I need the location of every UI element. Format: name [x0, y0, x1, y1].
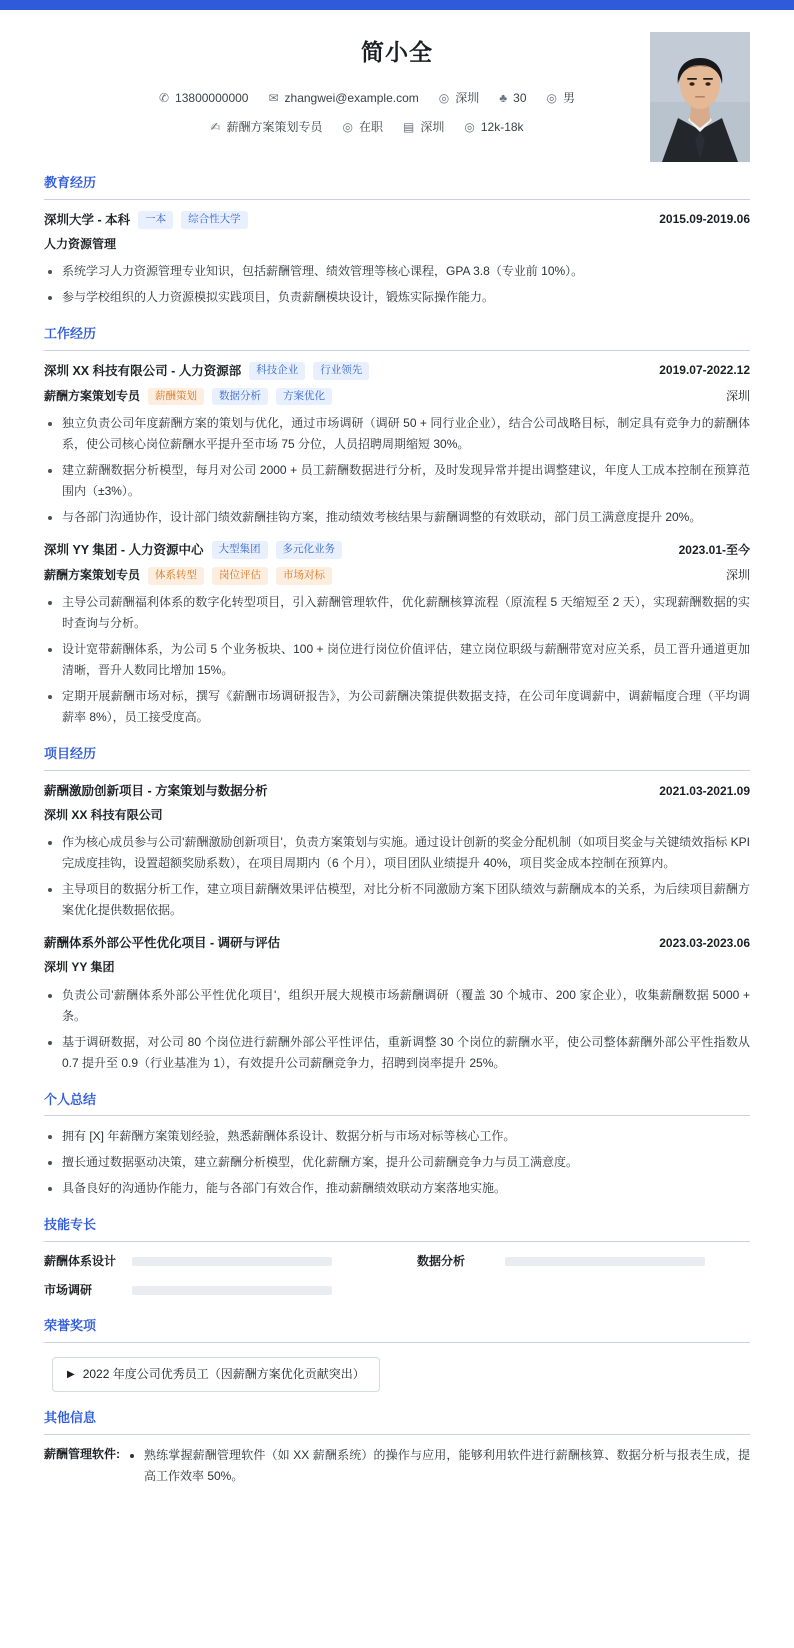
contact-status-text: 在职 — [359, 119, 384, 134]
job-icon: ✍ — [210, 119, 221, 134]
section-title-other: 其他信息 — [44, 1408, 750, 1435]
location-icon: ◎ — [438, 90, 450, 105]
other-bullets — [126, 1445, 750, 1487]
education-entry-left — [44, 210, 248, 230]
work-role-tag: 数据分析 — [212, 388, 268, 406]
project-bullets — [44, 985, 750, 1074]
list-item: • 主导公司薪酬福利体系的数字化转型项目，引入薪酬管理软件，优化薪酬核算流程（原流程 5 天缩短至 2 天），实现薪酬数据的实时查询与分析。 — [62, 592, 750, 634]
list-item: • 作为核心成员参与公司'薪酬激励创新项目'，负责方案策划与实施。通过设计创新的奖金分配机制（如项目奖金与关键绩效指标 KPI 完成度挂钩，设置超额奖励系数），在项目周期内（6 个月），项目团队业绩提升 40%，项目奖金成本控制在预算内。 — [62, 832, 750, 874]
project-entry-head — [44, 781, 750, 801]
honor-item — [52, 1357, 380, 1392]
contact-phone — [159, 89, 248, 108]
work-role-tag: 体系转型 — [148, 567, 204, 585]
work-entry-left — [44, 361, 369, 381]
project-entry-head — [44, 933, 750, 953]
avatar — [650, 32, 750, 162]
work-role-left — [44, 387, 332, 406]
skills-grid — [44, 1252, 750, 1300]
summary-bullets — [44, 1126, 750, 1199]
work-role: 薪酬方案策划专员 — [44, 388, 141, 403]
skill-label: 市场调研 — [44, 1283, 93, 1298]
project-bullets — [44, 832, 750, 921]
project-org: 深圳 XX 科技有限公司 — [44, 808, 163, 823]
work-role-left — [44, 566, 332, 585]
project-entry — [44, 781, 750, 921]
section-title-summary: 个人总结 — [44, 1090, 750, 1117]
section-honors — [0, 1316, 794, 1392]
work-role-line — [44, 387, 750, 406]
work-bullets — [44, 592, 750, 728]
skill-label: 薪酬体系设计 — [44, 1254, 117, 1269]
honor-text: 2022 年度公司优秀员工（因薪酬方案优化贡献突出） — [82, 1367, 365, 1382]
education-date: 2015.09-2019.06 — [659, 212, 750, 227]
section-projects — [0, 744, 794, 1073]
education-major: 人力资源管理 — [44, 236, 117, 251]
top-accent-bar — [0, 0, 794, 10]
contact-job-title — [210, 118, 322, 137]
work-location: 深圳 — [725, 388, 750, 403]
contact-city-text: 深圳 — [420, 119, 445, 134]
skill-progress-track — [132, 1286, 332, 1295]
education-bullets — [44, 261, 750, 308]
section-title-education: 教育经历 — [44, 173, 750, 200]
project-date: 2023.03-2023.06 — [659, 935, 750, 950]
project-name: 薪酬激励创新项目 - 方案策划与数据分析 — [44, 784, 268, 799]
work-bullets — [44, 413, 750, 528]
contact-gender-text: 男 — [563, 90, 576, 105]
contact-age — [499, 89, 526, 108]
work-company: 深圳 XX 科技有限公司 - 人力资源部 — [44, 363, 242, 378]
gender-icon: ◎ — [546, 90, 557, 105]
work-date: 2019.07-2022.12 — [659, 363, 750, 378]
list-item: • 擅长通过数据驱动决策，建立薪酬分析模型，优化薪酬方案，提升公司薪酬竞争力与员工满意度。 — [62, 1152, 750, 1173]
work-company-tag: 大型集团 — [212, 541, 268, 559]
contact-email-text: zhangwei@example.com — [284, 90, 419, 105]
work-role-tag: 岗位评估 — [212, 567, 268, 585]
list-item: • 熟练掌握薪酬管理软件（如 XX 薪酬系统）的操作与应用，能够利用软件进行薪酬核算、数据分析与报表生成，提高工作效率 50%。 — [144, 1445, 750, 1487]
contact-salary-text: 12k-18k — [480, 119, 524, 134]
other-body — [126, 1445, 750, 1487]
triangle-right-icon: ▶ — [67, 1368, 75, 1380]
section-education — [0, 173, 794, 308]
work-company-tag: 行业领先 — [313, 362, 369, 380]
education-school: 深圳大学 - 本科 — [44, 212, 131, 227]
work-entry — [44, 540, 750, 728]
city-icon: ▤ — [403, 119, 415, 134]
work-location: 深圳 — [725, 568, 750, 583]
contact-age-text: 30 — [513, 90, 527, 105]
section-skills — [0, 1215, 794, 1300]
list-item: • 建立薪酬数据分析模型，每月对公司 2000 + 员工薪酬数据进行分析，及时发现异常并提出调整建议，年度人工成本控制在预算范围内（±3%）。 — [62, 460, 750, 502]
contact-city — [403, 118, 444, 137]
list-item: • 主导项目的数据分析工作，建立项目薪酬效果评估模型，对比分析不同激励方案下团队绩效与薪酬成本的关系，为后续项目薪酬方案优化提供数据依据。 — [62, 879, 750, 921]
work-company-tag: 科技企业 — [249, 362, 305, 380]
skill-item — [417, 1252, 750, 1271]
status-icon: ◎ — [342, 119, 353, 134]
mail-icon: ✉ — [268, 90, 279, 105]
list-item: • 独立负责公司年度薪酬方案的策划与优化，通过市场调研（调研 50 + 同行业企业），结合公司战略目标，制定具有竞争力的薪酬体系，使公司核心岗位薪酬水平提升至市场 75 分位，人员招聘周期缩短 30%。 — [62, 413, 750, 455]
project-name: 薪酬体系外部公平性优化项目 - 调研与评估 — [44, 936, 281, 951]
project-org: 深圳 YY 集团 — [44, 960, 115, 975]
section-title-projects: 项目经历 — [44, 744, 750, 771]
contact-gender — [547, 89, 576, 108]
list-item: • 拥有 [X] 年薪酬方案策划经验，熟悉薪酬体系设计、数据分析与市场对标等核心工作。 — [62, 1126, 750, 1147]
section-title-work: 工作经历 — [44, 324, 750, 351]
section-summary — [0, 1090, 794, 1200]
education-entry-head — [44, 210, 750, 230]
contact-email — [268, 89, 418, 108]
work-role-line — [44, 566, 750, 585]
work-entry-left — [44, 540, 342, 560]
contact-row-secondary — [44, 118, 750, 137]
section-title-skills: 技能专长 — [44, 1215, 750, 1242]
list-item: • 负责公司'薪酬体系外部公平性优化项目'，组织开展大规模市场薪酬调研（覆盖 30 个城市、200 家企业），收集薪酬数据 5000 + 条。 — [62, 985, 750, 1027]
skill-item — [44, 1252, 377, 1271]
contact-phone-text: 13800000000 — [175, 90, 249, 105]
skill-label: 数据分析 — [417, 1254, 466, 1269]
work-company: 深圳 YY 集团 - 人力资源中心 — [44, 543, 204, 558]
skill-item — [44, 1281, 377, 1300]
work-entry-head — [44, 540, 750, 560]
work-role-tag: 市场对标 — [276, 567, 332, 585]
list-item: • 系统学习人力资源管理专业知识，包括薪酬管理、绩效管理等核心课程，GPA 3.8（专业前 10%）。 — [62, 261, 750, 282]
work-date: 2023.01-至今 — [678, 542, 750, 557]
project-entry — [44, 933, 750, 1073]
list-item: • 具备良好的沟通协作能力，能与各部门有效合作，推动薪酬绩效联动方案落地实施。 — [62, 1178, 750, 1199]
section-title-honors: 荣誉奖项 — [44, 1316, 750, 1343]
other-row — [44, 1445, 750, 1487]
contact-location — [439, 89, 480, 108]
education-entry — [44, 210, 750, 308]
contact-location-text: 深圳 — [455, 90, 480, 105]
work-role-tag: 方案优化 — [276, 388, 332, 406]
skill-progress-track — [505, 1257, 705, 1266]
project-date: 2021.03-2021.09 — [659, 783, 750, 798]
work-role: 薪酬方案策划专员 — [44, 568, 141, 583]
contact-row-primary — [44, 89, 750, 108]
list-item: • 与各部门沟通协作，设计部门绩效薪酬挂钩方案，推动绩效考核结果与薪酬调整的有效联动，部门员工满意度提升 20%。 — [62, 507, 750, 528]
section-work — [0, 324, 794, 728]
education-tag: 一本 — [138, 211, 173, 229]
age-icon: ♣ — [499, 90, 508, 105]
list-item: • 参与学校组织的人力资源模拟实践项目，负责薪酬模块设计，锻炼实际操作能力。 — [62, 287, 750, 308]
contact-salary — [464, 118, 523, 137]
contact-job-title-text: 薪酬方案策划专员 — [226, 119, 323, 134]
work-company-tag: 多元化业务 — [276, 541, 343, 559]
page-title: 简小全 — [361, 39, 433, 65]
work-entry-head — [44, 361, 750, 381]
list-item: • 定期开展薪酬市场对标，撰写《薪酬市场调研报告》，为公司薪酬决策提供数据支持，在公司年度调薪中，调薪幅度合理（平均调薪率 8%），员工接受度高。 — [62, 686, 750, 728]
skill-progress-track — [132, 1257, 332, 1266]
other-label: 薪酬管理软件: — [44, 1447, 120, 1462]
phone-icon: ✆ — [158, 90, 170, 105]
work-entry — [44, 361, 750, 528]
resume-header — [0, 10, 794, 157]
work-role-tag: 薪酬策划 — [148, 388, 204, 406]
section-other — [0, 1408, 794, 1487]
salary-icon: ◎ — [464, 119, 475, 134]
contact-status — [343, 118, 384, 137]
list-item: • 基于调研数据，对公司 80 个岗位进行薪酬外部公平性评估，重新调整 30 个岗位的薪酬水平，使公司整体薪酬外部公平性指数从 0.7 提升至 0.9（行业基准为 1），有效提升公司薪酬竞争力，招聘到岗率提升 25%。 — [62, 1032, 750, 1074]
education-tag: 综合性大学 — [181, 211, 248, 229]
list-item: • 设计宽带薪酬体系，为公司 5 个业务板块、100 + 岗位进行岗位价值评估，建立岗位职级与薪酬带宽对应关系，员工晋升通道更加清晰，晋升人数同比增加 15%。 — [62, 639, 750, 681]
